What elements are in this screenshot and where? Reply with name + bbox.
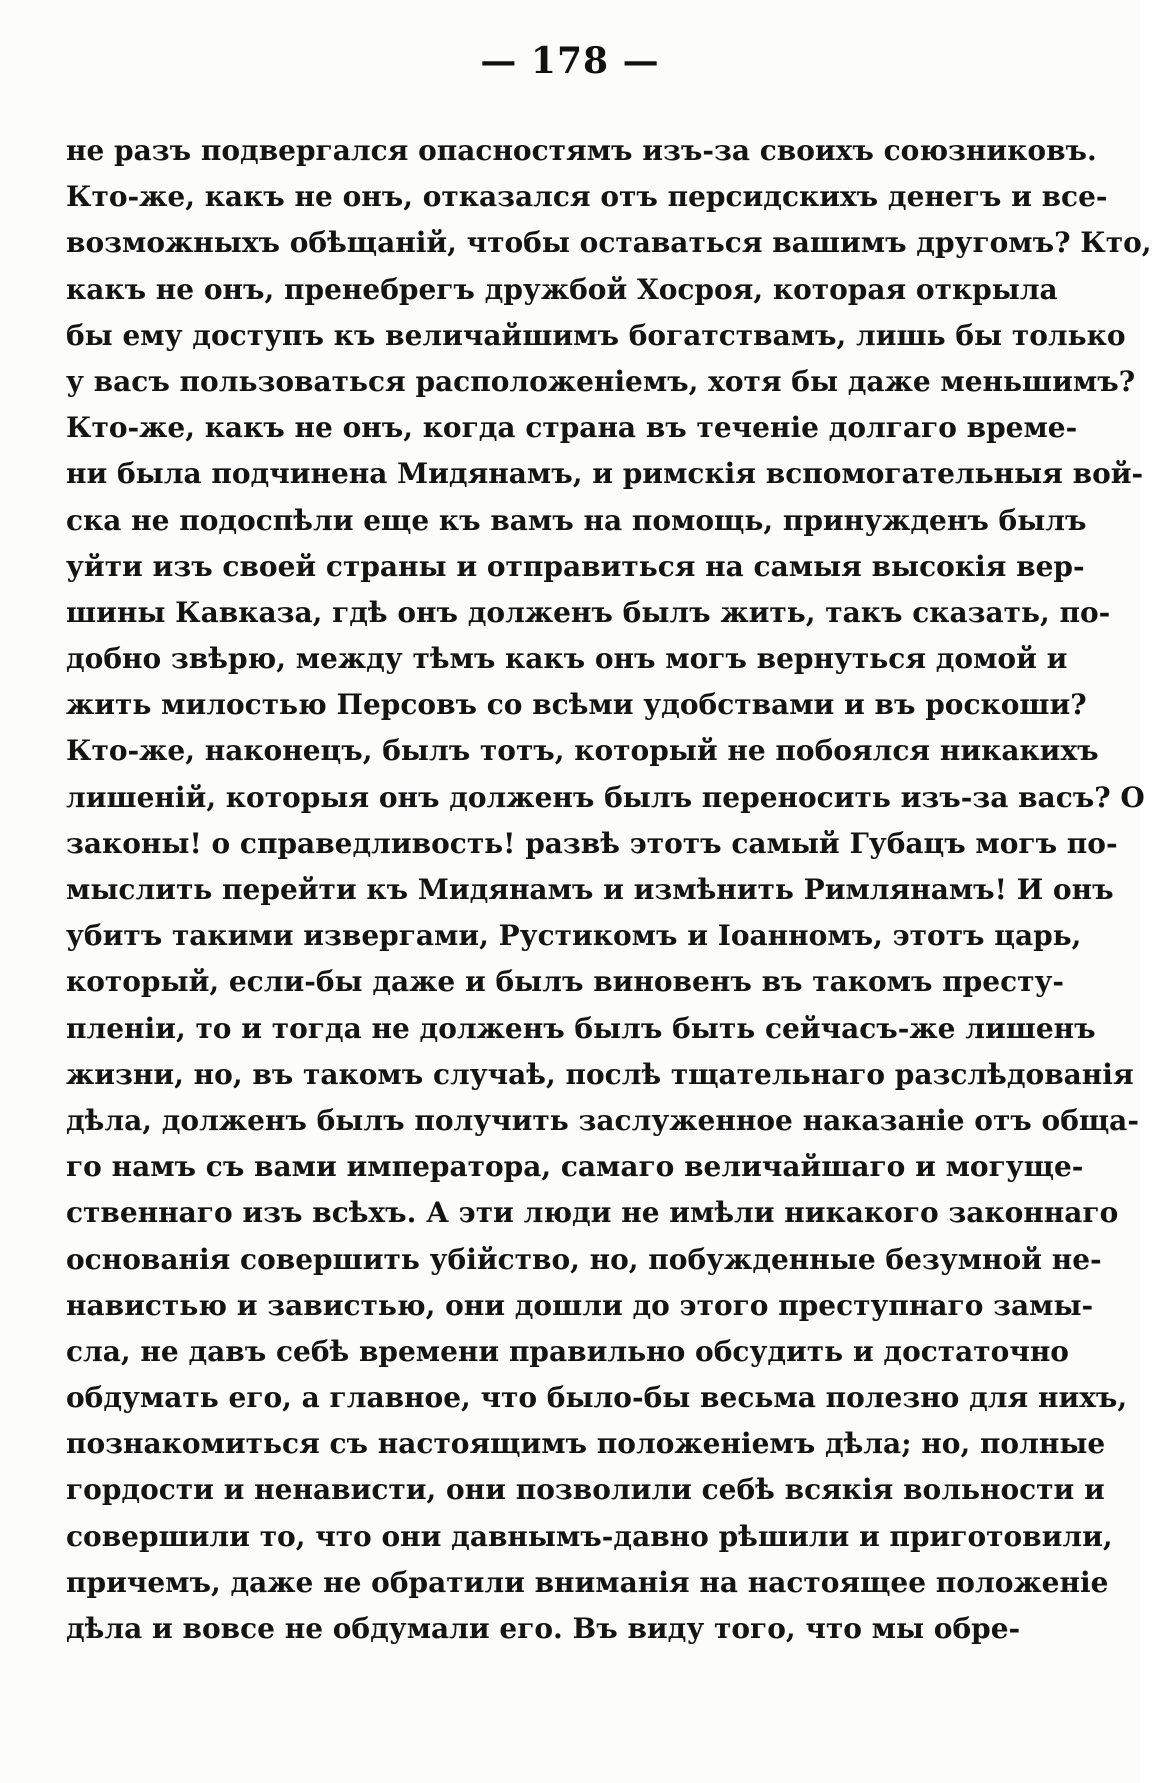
text-line: лишеній, которыя онъ долженъ былъ переносить изъ-за васъ? О — [66, 780, 1145, 814]
text-line: который, если-бы даже и былъ виновенъ въ такомъ престу- — [66, 965, 1065, 999]
text-line: Кто-же, какъ не онъ, когда страна въ теченіе долгаго време- — [66, 411, 1078, 445]
text-line: какъ не онъ, пренебрегъ дружбой Хосроя, которая открыла — [66, 272, 1058, 306]
text-line: шины Кавказа, гдѣ онъ долженъ былъ жить, такъ сказать, по- — [66, 595, 1111, 629]
text-line: Кто-же, какъ не онъ, отказался отъ персидскихъ денегъ и все- — [66, 180, 1108, 214]
text-line: жизни, но, въ такомъ случаѣ, послѣ тщательнаго разслѣдованія — [66, 1057, 1134, 1091]
text-line: убитъ такими извергами, Рустикомъ и Іоанномъ, этотъ царь, — [66, 919, 1082, 953]
text-line: ни была подчинена Мидянамъ, и римскія вспомогательныя вой- — [66, 457, 1144, 491]
page-number: — 178 — — [480, 40, 660, 82]
text-line: у васъ пользоваться расположеніемъ, хотя бы даже меньшимъ? — [66, 364, 1136, 398]
text-line: пленіи, то и тогда не долженъ былъ быть сейчасъ-же лишенъ — [66, 1011, 1096, 1045]
text-line: дѣла, долженъ былъ получить заслуженное наказаніе отъ обща- — [66, 1103, 1139, 1137]
text-line: ска не подоспѣли еще къ вамъ на помощь, принужденъ былъ — [66, 503, 1087, 537]
text-line: жить милостью Персовъ со всѣми удобствами и въ роскоши? — [66, 688, 1087, 722]
text-line: добно звѣрю, между тѣмъ какъ онъ могъ вернуться домой и — [66, 642, 1068, 676]
text-line: основанія совершить убійство, но, побужденные безумной не- — [66, 1242, 1102, 1276]
text-line: ственнаго изъ всѣхъ. А эти люди не имѣли никакого законнаго — [66, 1196, 1119, 1230]
text-line: Кто-же, наконецъ, былъ тотъ, который не побоялся никакихъ — [66, 734, 1099, 768]
text-line: обдумать его, а главное, что было-бы весьма полезно для нихъ, — [66, 1381, 1128, 1415]
text-line: совершили то, что они давнымъ-давно рѣшили и приготовили, — [66, 1519, 1113, 1553]
text-line: законы! о справедливость! развѣ этотъ самый Губацъ могъ по- — [66, 826, 1118, 860]
text-line: причемъ, даже не обратили вниманія на настоящее положеніе — [66, 1565, 1109, 1599]
text-line: сла, не давъ себѣ времени правильно обсудить и достаточно — [66, 1334, 1069, 1368]
text-line: не разъ подвергался опасностямъ изъ-за своихъ союзниковъ. — [66, 134, 1097, 167]
text-line: навистью и завистью, они дошли до этого преступнаго замы- — [66, 1288, 1094, 1322]
text-line: гордости и ненависти, они позволили себѣ всякія вольности и — [66, 1473, 1105, 1507]
text-line: бы ему доступъ къ величайшимъ богатствамъ, лишь бы только — [66, 318, 1126, 352]
text-line: возможныхъ обѣщаній, чтобы оставаться вашимъ другомъ? Кто, — [66, 226, 1152, 260]
text-line: го намъ съ вами императора, самаго величайшаго и могуще- — [66, 1150, 1084, 1184]
text-line: уйти изъ своей страны и отправиться на самыя высокія вер- — [66, 549, 1085, 583]
text-line: дѣла и вовсе не обдумали его. Въ виду того, что мы обре- — [66, 1612, 1021, 1645]
body-text — [66, 128, 1152, 1652]
text-line: познакомиться съ настоящимъ положеніемъ дѣла; но, полные — [66, 1427, 1106, 1461]
text-line: мыслить перейти къ Мидянамъ и измѣнить Римлянамъ! И онъ — [66, 873, 1114, 906]
